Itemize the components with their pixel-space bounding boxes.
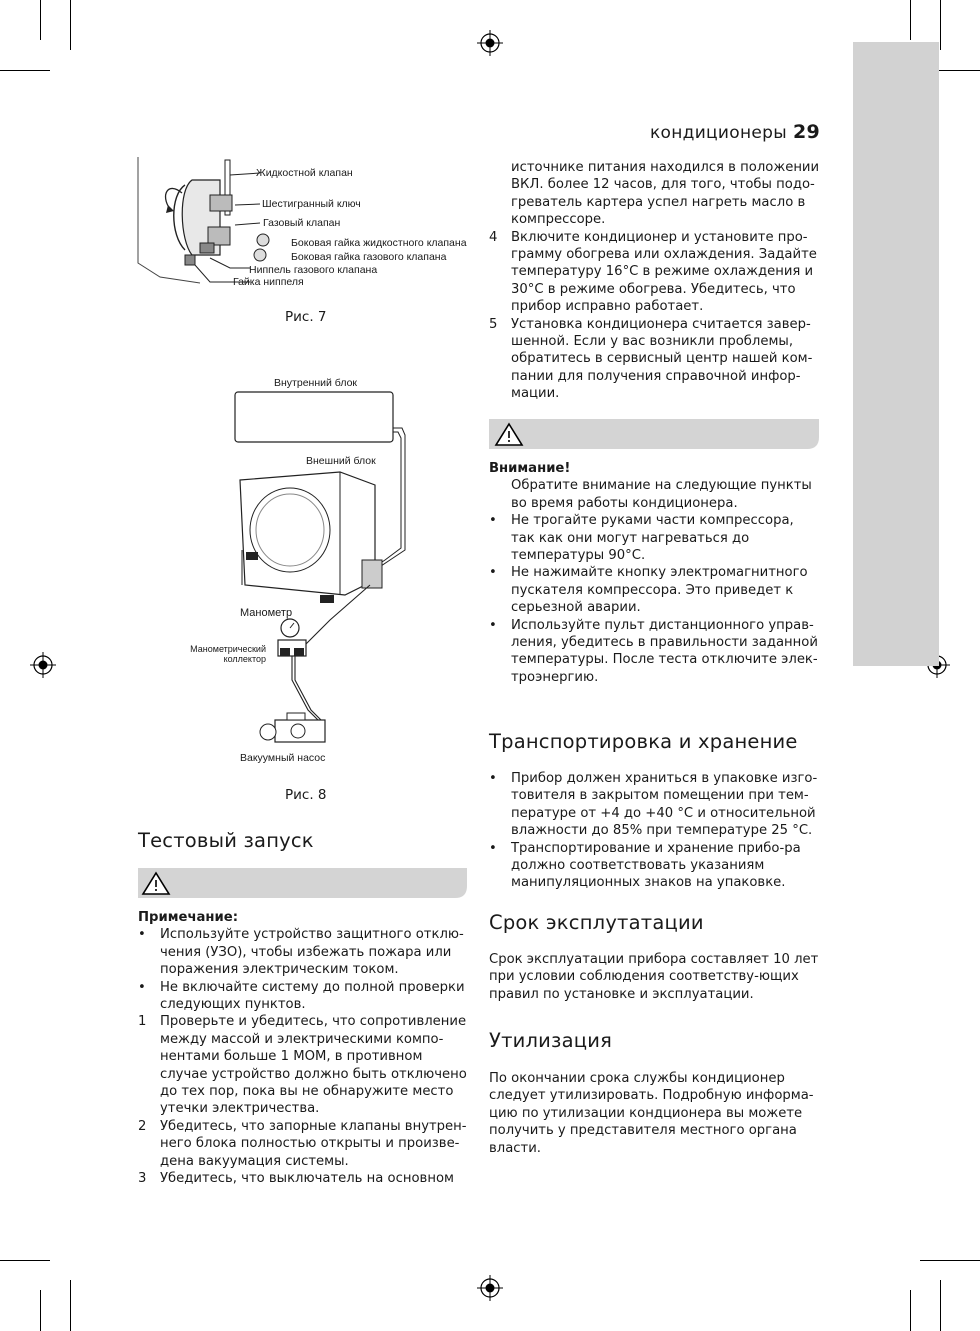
- list-item-text: Не трогайте руками части компрессора, так как они могут нагреваться до температуры 90°С.: [511, 513, 794, 564]
- bullet: •: [489, 771, 497, 786]
- section-heading: Утилизация: [489, 1029, 613, 1052]
- list-item-text: Не нажимайте кнопку электромагнитного пускателя компрессора. Это приведет к серьезной аварии.: [511, 565, 808, 616]
- step-number: 3: [138, 1171, 147, 1187]
- service-life-content: [489, 951, 821, 1003]
- manifold-label-line: Манометрический: [190, 644, 266, 654]
- registration-mark-icon: [477, 30, 503, 56]
- bullet: •: [138, 979, 146, 995]
- list-item: [138, 1118, 468, 1170]
- list-item-text: Обратите внимание на следующие пункты во время работы кондиционера.: [511, 478, 812, 511]
- list-item: [489, 617, 821, 687]
- transport-content: [489, 770, 821, 892]
- bullet: •: [489, 617, 497, 633]
- list-item-text: Установка кондиционера считается завер-шенной. Если у вас возникли проблемы, обратитесь в сервисный центр нашей ком-пании для получения справочной инфор-мации.: [511, 316, 813, 402]
- disposal-content: [489, 1070, 821, 1157]
- list-item-text: Убедитесь, что выключатель на основном: [160, 1171, 454, 1187]
- paragraph: Срок эксплуатации прибора составляет 10 лет при условии соблюдения соответству-ющих правил по установке и эксплуатации.: [489, 952, 819, 1002]
- gauge-label: Манометр: [240, 607, 293, 619]
- list-item-text: Убедитесь, что запорные клапаны внутрен-него блока полностью открыты и произве-дена вакуумация системы.: [160, 1118, 467, 1169]
- note-title: Примечание:: [138, 910, 238, 925]
- list-item-text: Не включайте систему до полной проверки следующих пунктов.: [160, 979, 465, 1013]
- warning-bar-shape: [138, 868, 467, 898]
- list-item-text: Используйте устройство защитного отклю-чения (УЗО), чтобы избежать пожара или поражения электрическим током.: [160, 927, 464, 978]
- fig7-label: Гайка ниппеля: [233, 276, 304, 288]
- warning-bar: [489, 419, 819, 449]
- section-heading: Транспортировка и хранение: [489, 730, 798, 753]
- list-item-text: источнике питания находился в положении ВКЛ. более 12 часов, для того, чтобы подо-греватель картера успел нагреть масло в компрессоре.: [511, 160, 820, 228]
- bullet: •: [489, 513, 497, 529]
- side-tab: [853, 42, 939, 666]
- step-number: 2: [138, 1118, 147, 1134]
- figure-caption: Рис. 7: [285, 309, 327, 325]
- installation-diagram: [180, 380, 440, 770]
- step-number: 1: [138, 1014, 147, 1030]
- registration-mark-icon: [30, 652, 56, 678]
- list-item: [138, 979, 468, 1014]
- bullet: •: [489, 565, 497, 581]
- attention-title: Внимание!: [489, 461, 571, 476]
- list-item-text: Транспортирование и хранение прибо-ра должно соответствовать указаниям манипуляционных знаков на упаковке.: [511, 840, 801, 891]
- figure-caption: Рис. 8: [285, 787, 327, 803]
- list-item-text: Проверьте и убедитесь, что сопротивление между массой и электрическими компо-нентами больше 1 МОМ, в противном случае устройство должно быть отключено до тех пор, пока вы не обнаружите место утечки электричества.: [160, 1014, 467, 1117]
- vacuum-pump-label: Вакуумный насос: [240, 752, 326, 764]
- bullet: •: [138, 927, 146, 943]
- list-item: [489, 512, 821, 564]
- list-item-text: Прибор должен храниться в упаковке изго-товителя в закрытом помещении при тем-пературе от +4 до +40 °С и относительной влажности до 85% при температуре 25 °С.: [511, 771, 818, 839]
- paragraph: По окончании срока службы кондиционер следует утилизировать. Подробную информа-цию по утилизации кондционера вы можете получить у представителя местного органа власти.: [489, 1071, 814, 1156]
- list-item: [489, 477, 821, 512]
- warning-bar: [138, 868, 467, 898]
- fig7-label: Боковая гайка жидкостного клапана: [291, 237, 467, 249]
- section-heading: Тестовый запуск: [138, 829, 314, 852]
- manifold-label: [188, 644, 266, 664]
- manifold-label-line: коллектор: [223, 654, 266, 664]
- running-header: [650, 121, 820, 143]
- section-heading: Срок эксплутатации: [489, 911, 704, 934]
- section-title: кондиционеры: [649, 123, 787, 143]
- step-number: 5: [489, 316, 498, 332]
- test-run-continued: [489, 159, 821, 403]
- fig7-label: Жидкостной клапан: [256, 167, 353, 179]
- bullet: •: [489, 840, 497, 856]
- attention-content: [489, 460, 821, 686]
- list-item: [489, 229, 821, 316]
- list-item: [138, 1170, 468, 1187]
- list-item: [489, 770, 821, 840]
- outdoor-unit-label: Внешний блок: [306, 455, 376, 467]
- page-number: 29: [792, 121, 820, 143]
- fig7-label: Боковая гайка газового клапана: [291, 251, 447, 263]
- list-item-text: Включите кондиционер и установите про-грамму обогрева или охлаждения. Задайте температуру 16°С в режиме охлаждения и 30°С в режиме обогрева. Убедитесь, что прибор исправно работает.: [511, 229, 817, 315]
- list-item: [489, 316, 821, 403]
- leader-lines: [150, 170, 260, 290]
- fig7-label: Газовый клапан: [263, 217, 341, 229]
- list-item: [138, 1013, 468, 1117]
- fig7-label: Шестигранный ключ: [262, 198, 361, 210]
- list-item: [138, 926, 468, 978]
- warning-bar-shape: [489, 419, 819, 449]
- test-run-content: [138, 909, 468, 1188]
- registration-mark-icon: [477, 1275, 503, 1301]
- fig7-label: Ниппель газового клапана: [249, 264, 378, 276]
- indoor-unit-label: Внутренний блок: [274, 377, 358, 389]
- step-number: 4: [489, 229, 498, 245]
- list-item: [489, 564, 821, 616]
- list-item: [489, 159, 821, 229]
- list-item-text: Используйте пульт дистанционного управ-ления, убедитесь в правильности заданной температуры. После теста отключите элек-троэнергию.: [511, 617, 818, 685]
- list-item: [489, 840, 821, 892]
